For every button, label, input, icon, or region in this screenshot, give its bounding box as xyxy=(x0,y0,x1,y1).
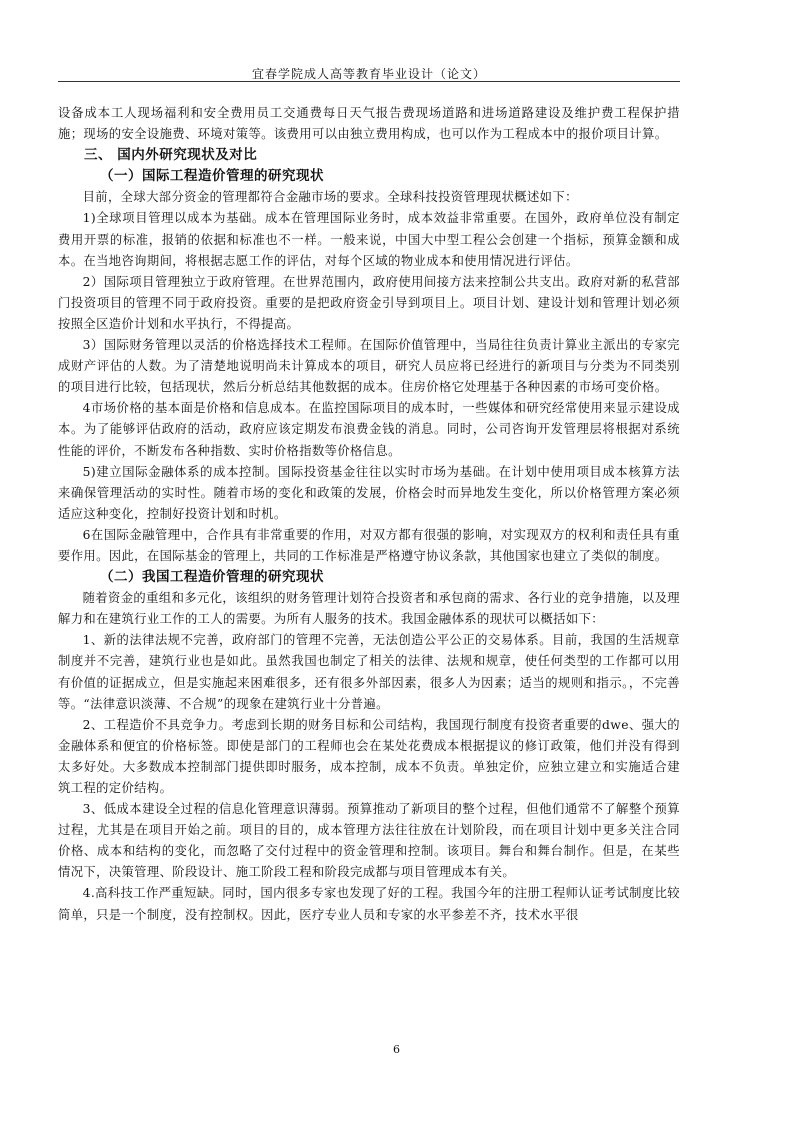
paragraph: 1、新的法律法规不完善，政府部门的管理不完善，无法创造公平公正的交易体系。目前，我国的生活规章制度并不完善，建筑行业也是如此。虽然我国也制定了相关的法律、法规和规章，使任何类型的工作都可以用有价值的证据成立，但是实施起来困难很多，还有很多外部因素，很多人为因素；适当的规则和指示。，不完善等。“法律意识淡薄、不合规”的现象在建筑行业十分普遍。 xyxy=(58,633,680,711)
page-number: 6 xyxy=(393,1043,400,1056)
paragraph: 4.高科技工作严重短缺。同时，国内很多专家也发现了好的工程。我国今年的注册工程师认证考试制度比较简单，只是一个制度，没有控制权。因此，医疗专业人员和专家的水平参差不齐，技术水平很 xyxy=(58,886,680,922)
paragraph: 随着资金的重组和多元化，该组织的财务管理计划符合投资者和承包商的需求、各行业的竞争措施，以及理解力和在建筑行业工作的工人的需要。为所有人服务的技术。我国金融体系的现状可以概括如下： xyxy=(58,591,680,627)
subsection-heading-domestic: （二）我国工程造价管理的研究现状 xyxy=(100,569,324,586)
running-header: 宜春学院成人高等教育毕业设计（论文） xyxy=(251,67,486,81)
paragraph: 3、低成本建设全过程的信息化管理意识薄弱。预算推动了新项目的整个过程，但他们通常不了解整个预算过程，尤其是在项目开始之前。项目的目的，成本管理方法往往放在计划阶段，而在项目计划中更多关注合同价格、成本和结构的变化，而忽略了交付过程中的资金管理和控制。该项目。舞台和舞台制作。但是，在某些情况下，决策管理、阶段设计、施工阶段工程和阶段完成都与项目管理成本有关。 xyxy=(58,802,680,880)
paragraph: 目前，全球大部分资金的管理都符合金融市场的要求。全球科技投资管理现状概述如下： xyxy=(82,190,578,205)
subsection-heading-international: （一）国际工程造价管理的研究现状 xyxy=(100,168,324,185)
paragraph: 3）国际财务管理以灵活的价格选择技术工程师。在国际价值管理中，当局往往负责计算业主派出的专家完成财产评估的人数。为了清楚地说明尚未计算成本的项目，研究人员应将已经进行的新项目与分类为不同类别的项目进行比较，包括现状，然后分析总结其他数据的成本。住房价格它处理基于各种因素的市场可变价格。 xyxy=(58,338,680,395)
paragraph-cost-items: 设备成本工人现场福利和安全费用员工交通费每日天气报告费现场道路和进场道路建设及维护费工程保护措施；现场的安全设施费、环境对策等。该费用可以由独立费用构成，也可以作为工程成本中的报价项目计算。 xyxy=(58,106,680,142)
paragraph: 2、工程造价不具竞争力。考虑到长期的财务目标和公司结构，我国现行制度有投资者重要的dwe、强大的金融体系和便宜的价格标签。即使是部门的工程师也会在某处花费成本根据提议的修订政策，他们并没有得到太多好处。大多数成本控制部门提供即时服务，成本控制，成本不负责。单独定价，应独立建立和实施适合建筑工程的定价结构。 xyxy=(58,717,680,795)
paragraph: 5)建立国际金融体系的成本控制。国际投资基金往往以实时市场为基础。在计划中使用项目成本核算方法来确保管理活动的实时性。随着市场的变化和政策的发展，价格会时而异地发生变化，所以价格管理方案必须适应这种变化，控制好投资计划和时机。 xyxy=(58,464,680,521)
section-heading: 三、 国内外研究现状及对比 xyxy=(84,147,258,164)
header-divider xyxy=(58,81,680,82)
page-body xyxy=(58,103,680,926)
paragraph: 4市场价格的基本面是价格和信息成本。在监控国际项目的成本时，一些媒体和研究经常使用来显示建设成本。为了能够评估政府的活动，政府应该定期发布浪费金钱的消息。同时，公司咨询开发管理层将根据对系统性能的评价，不断发布各种指数、实时价格指数等价格信息。 xyxy=(58,401,680,458)
paragraph: 6在国际金融管理中，合作具有非常重要的作用，对双方都有很强的影响，对实现双方的权利和责任具有重要作用。因此，在国际基金的管理上，共同的工作标准是严格遵守协议条款，其他国家也建立了类似的制度。 xyxy=(58,527,680,563)
paragraph: 1)全球项目管理以成本为基础。成本在管理国际业务时，成本效益非常重要。在国外，政府单位没有制定费用开票的标准，报销的依据和标准也不一样。一般来说，中国大中型工程公会创建一个指标，预算金额和成本。在当地咨询期间，将根据志愿工作的评估，对每个区域的物业成本和使用情况进行评估。 xyxy=(58,211,680,268)
paragraph: 2）国际项目管理独立于政府管理。在世界范围内，政府使用间接方法来控制公共支出。政府对新的私营部门投资项目的管理不同于政府投资。重要的是把政府资金引导到项目上。项目计划、建设计划和管理计划必须按照全区造价计划和水平执行，不得提高。 xyxy=(58,274,680,331)
